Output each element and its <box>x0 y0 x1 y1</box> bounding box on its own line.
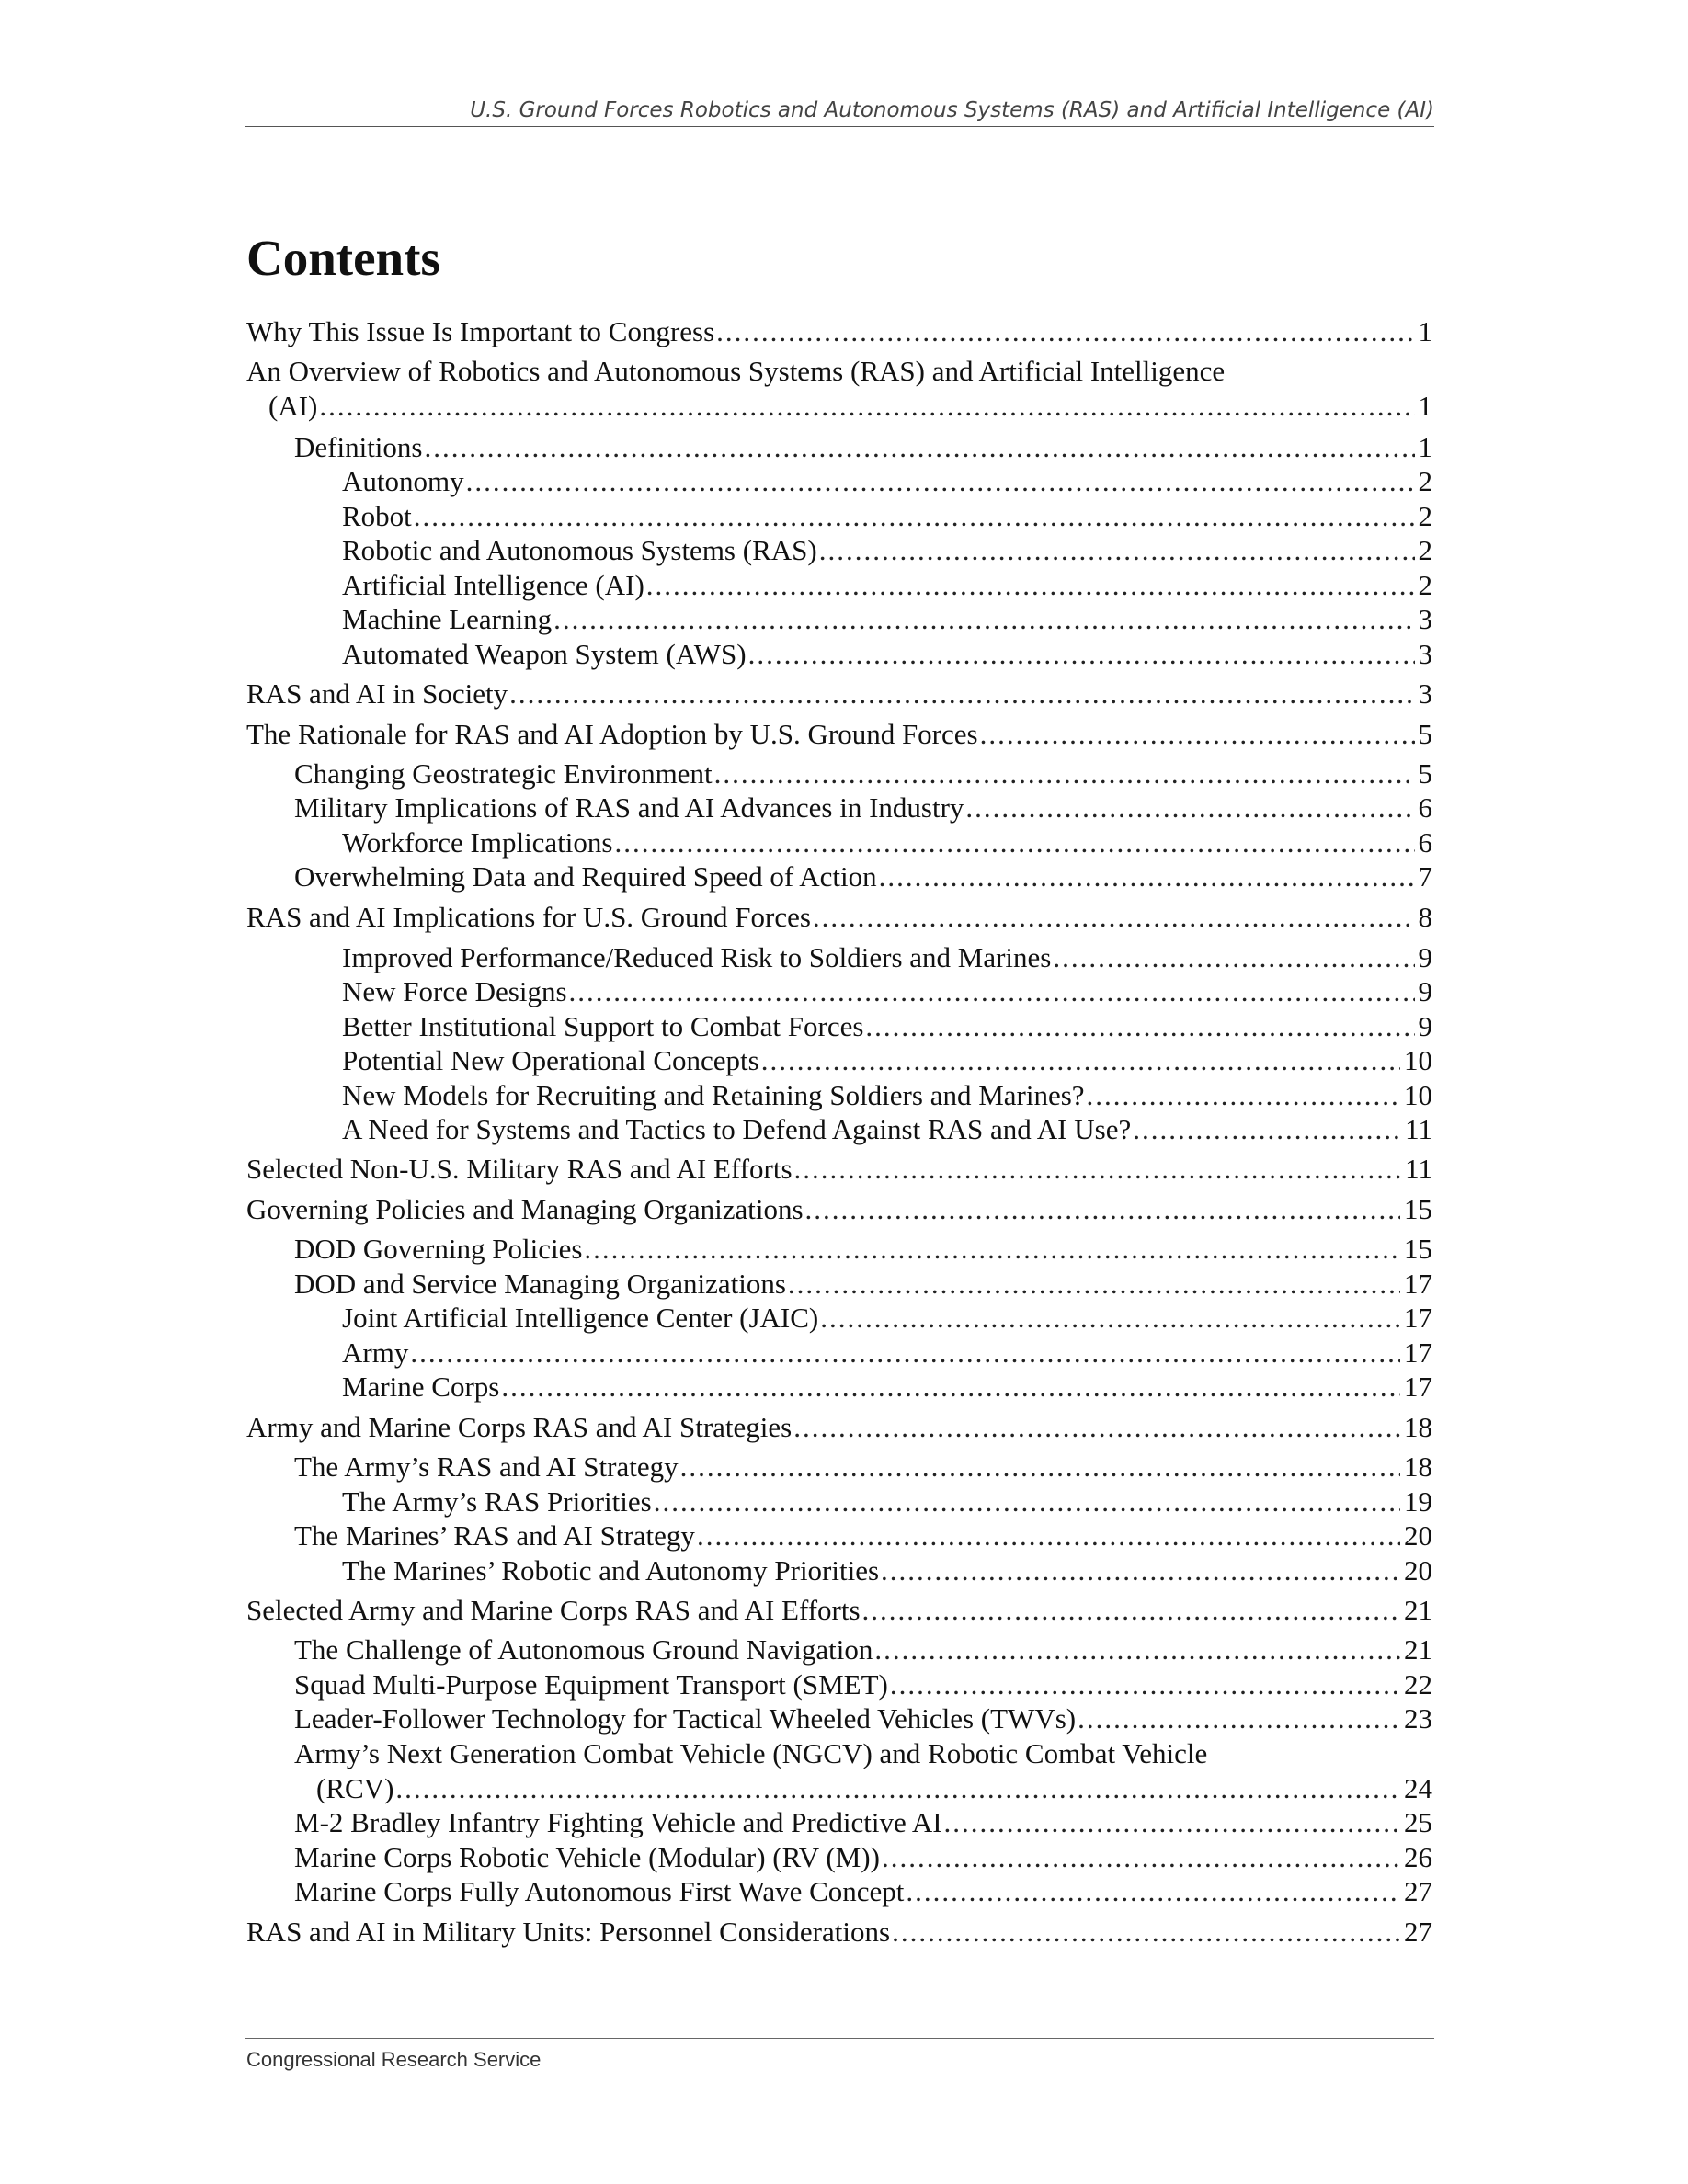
toc-entry[interactable] <box>246 499 1432 534</box>
dot-leader <box>890 1667 1400 1702</box>
toc-entry-title: Automated Weapon System (AWS) <box>342 638 747 670</box>
toc-page-number: 9 <box>1418 1010 1432 1042</box>
toc-entry[interactable] <box>246 1736 1432 1806</box>
toc-page-number: 21 <box>1404 1594 1432 1626</box>
dot-leader <box>965 791 1414 825</box>
toc-entry[interactable] <box>246 1915 1432 1950</box>
toc-entry[interactable] <box>246 900 1432 935</box>
dot-leader <box>794 1152 1402 1187</box>
toc-entry[interactable] <box>246 756 1432 791</box>
toc-entry-title: Army and Marine Corps RAS and AI Strategies <box>246 1411 793 1443</box>
dot-leader <box>654 1484 1400 1519</box>
toc-entry-title: Selected Army and Marine Corps RAS and AI Efforts <box>246 1594 861 1626</box>
toc-page-number: 5 <box>1418 757 1432 790</box>
toc-page-number: 20 <box>1404 1554 1432 1587</box>
toc-entry-title: Governing Policies and Managing Organizations <box>246 1193 804 1225</box>
dot-leader <box>501 1370 1400 1405</box>
toc-entry-title: The Marines’ Robotic and Autonomy Priorities <box>342 1554 880 1587</box>
dot-leader <box>892 1915 1400 1950</box>
toc-entry-title: Robot <box>342 500 412 532</box>
dot-leader <box>813 900 1415 935</box>
toc-entry-title: Definitions <box>294 431 423 463</box>
toc-page-number: 2 <box>1418 569 1432 601</box>
toc-entry[interactable] <box>246 1232 1432 1267</box>
toc-page-number: 18 <box>1404 1411 1432 1443</box>
toc-entry[interactable] <box>246 1632 1432 1667</box>
toc-entry[interactable] <box>246 1267 1432 1302</box>
toc-page-number: 1 <box>1418 431 1432 463</box>
toc-entry[interactable] <box>246 1874 1432 1909</box>
dot-leader <box>980 717 1415 752</box>
toc-page-number: 18 <box>1404 1450 1432 1483</box>
toc-page-number: 19 <box>1404 1485 1432 1518</box>
toc-entry-title: Military Implications of RAS and AI Advances in Industry <box>294 791 964 824</box>
toc-entry-title: Marine Corps Robotic Vehicle (Modular) (RV (M)) <box>294 1841 880 1873</box>
toc-entry[interactable] <box>246 1336 1432 1371</box>
toc-page-number: 9 <box>1418 941 1432 973</box>
toc-entry-title: A Need for Systems and Tactics to Defend Against RAS and AI Use? <box>342 1113 1132 1145</box>
toc-page-number: 27 <box>1404 1916 1432 1948</box>
dot-leader <box>944 1805 1400 1840</box>
toc-page-number: 8 <box>1418 901 1432 933</box>
toc-entry[interactable] <box>246 1805 1432 1840</box>
toc-page-number: 25 <box>1404 1806 1432 1838</box>
toc-page-number: 11 <box>1405 1113 1432 1145</box>
toc-entry[interactable] <box>246 940 1432 975</box>
toc-entry-title: Workforce Implications <box>342 826 613 859</box>
toc-entry[interactable] <box>246 533 1432 568</box>
toc-page-number: 27 <box>1404 1875 1432 1907</box>
toc-entry-title: Robotic and Autonomous Systems (RAS) <box>342 534 817 566</box>
dot-leader <box>466 464 1415 499</box>
toc-entry-title: Overwhelming Data and Required Speed of Action <box>294 860 877 893</box>
toc-entry-title: The Marines’ RAS and AI Strategy <box>294 1519 695 1552</box>
dot-leader <box>646 568 1415 603</box>
dot-leader <box>862 1593 1400 1628</box>
dot-leader <box>319 389 1414 424</box>
toc-entry[interactable] <box>246 677 1432 711</box>
toc-page-number: 11 <box>1405 1153 1432 1185</box>
toc-entry-title-continuation: (RCV) <box>316 1772 394 1804</box>
toc-page-number: 21 <box>1404 1633 1432 1666</box>
toc-entry[interactable] <box>246 464 1432 499</box>
dot-leader <box>793 1410 1400 1445</box>
toc-entry[interactable] <box>246 1701 1432 1736</box>
toc-entry[interactable] <box>246 1553 1432 1588</box>
dot-leader <box>425 430 1415 465</box>
toc-page-number: 10 <box>1404 1079 1432 1111</box>
toc-entry[interactable] <box>246 859 1432 894</box>
toc-entry[interactable] <box>246 1840 1432 1875</box>
running-header: U.S. Ground Forces Robotics and Autonomous Systems (RAS) and Artificial Intelligence (AI) <box>470 98 1434 122</box>
toc-entry-title: An Overview of Robotics and Autonomous Systems (RAS) and Artificial Intelligence <box>246 355 1226 387</box>
toc-entry-title: Army <box>342 1337 409 1369</box>
dot-leader <box>906 1874 1400 1909</box>
toc-entry[interactable] <box>246 974 1432 1009</box>
toc-entry[interactable] <box>246 1519 1432 1553</box>
dot-leader <box>874 1632 1400 1667</box>
toc-entry-title: The Army’s RAS and AI Strategy <box>294 1450 679 1483</box>
toc-entry[interactable] <box>246 1043 1432 1078</box>
toc-entry-title: The Challenge of Autonomous Ground Navigation <box>294 1633 873 1666</box>
dot-leader <box>788 1267 1400 1302</box>
dot-leader <box>569 974 1415 1009</box>
header-rule <box>245 126 1434 127</box>
toc-entry-title: RAS and AI in Society <box>246 677 508 710</box>
toc-entry-title: Artificial Intelligence (AI) <box>342 569 644 601</box>
toc-page-number: 20 <box>1404 1519 1432 1552</box>
toc-entry-title: Machine Learning <box>342 603 553 635</box>
dot-leader <box>584 1232 1400 1267</box>
toc-entry-title: DOD Governing Policies <box>294 1233 583 1265</box>
toc-entry-title: Squad Multi-Purpose Equipment Transport (SMET) <box>294 1668 888 1701</box>
dot-leader <box>1053 940 1414 975</box>
dot-leader <box>395 1771 1400 1806</box>
footer-text: Congressional Research Service <box>246 2048 542 2071</box>
toc-entry-title: M-2 Bradley Infantry Fighting Vehicle and Predictive AI <box>294 1806 942 1838</box>
toc-entry-title: RAS and AI in Military Units: Personnel Considerations <box>246 1916 891 1948</box>
toc-entry-title: New Models for Recruiting and Retaining Soldiers and Marines? <box>342 1079 1085 1111</box>
toc-page-number: 3 <box>1418 638 1432 670</box>
page-title: Contents <box>246 230 440 286</box>
dot-leader <box>414 499 1415 534</box>
toc-entry[interactable] <box>246 602 1432 637</box>
toc-page-number: 2 <box>1418 500 1432 532</box>
toc-page-number: 10 <box>1404 1044 1432 1076</box>
toc-entry-title: Leader-Follower Technology for Tactical Wheeled Vehicles (TWVs) <box>294 1702 1077 1735</box>
toc-entry[interactable] <box>246 1152 1432 1187</box>
toc-entry[interactable] <box>246 717 1432 752</box>
dot-leader <box>410 1336 1400 1371</box>
toc-entry[interactable] <box>246 637 1432 672</box>
toc-entry-title: Potential New Operational Concepts <box>342 1044 759 1076</box>
dot-leader <box>553 602 1414 637</box>
toc-page-number: 17 <box>1404 1268 1432 1300</box>
toc-page-number: 1 <box>1418 390 1432 422</box>
toc-entry-title: The Army’s RAS Priorities <box>342 1485 652 1518</box>
toc-entry-title: New Force Designs <box>342 975 567 1007</box>
toc-entry[interactable] <box>246 791 1432 825</box>
dot-leader <box>697 1519 1400 1553</box>
toc-page-number: 1 <box>1418 315 1432 347</box>
toc-entry[interactable] <box>246 1593 1432 1628</box>
dot-leader <box>1133 1112 1401 1147</box>
dot-leader <box>865 1009 1414 1044</box>
toc-entry[interactable] <box>246 1009 1432 1044</box>
toc-page-number: 2 <box>1418 534 1432 566</box>
toc-entry-title-continuation: (AI) <box>268 390 318 422</box>
toc-page-number: 26 <box>1404 1841 1432 1873</box>
toc-entry-title: Why This Issue Is Important to Congress <box>246 315 715 347</box>
dot-leader <box>509 677 1414 711</box>
footer-rule <box>245 2038 1434 2039</box>
toc-entry[interactable] <box>246 825 1432 860</box>
toc-page-number: 3 <box>1418 677 1432 710</box>
dot-leader <box>820 1301 1400 1336</box>
dot-leader <box>761 1043 1400 1078</box>
toc-page-number: 2 <box>1418 465 1432 497</box>
toc-entry-title: Changing Geostrategic Environment <box>294 757 713 790</box>
dot-leader <box>819 533 1415 568</box>
toc-entry-title: The Rationale for RAS and AI Adoption by U.S. Ground Forces <box>246 718 978 750</box>
toc-page-number: 15 <box>1404 1233 1432 1265</box>
toc-entry-title: Marine Corps Fully Autonomous First Wave Concept <box>294 1875 905 1907</box>
toc-entry[interactable] <box>246 1112 1432 1147</box>
dot-leader <box>1087 1078 1400 1113</box>
toc-page-number: 22 <box>1404 1668 1432 1701</box>
toc-page-number: 6 <box>1418 791 1432 824</box>
toc-page-number: 9 <box>1418 975 1432 1007</box>
toc-entry[interactable] <box>246 314 1432 349</box>
toc-entry-title: DOD and Service Managing Organizations <box>294 1268 786 1300</box>
toc-entry[interactable] <box>246 1370 1432 1405</box>
toc-page-number: 17 <box>1404 1371 1432 1403</box>
toc-page-number: 6 <box>1418 826 1432 859</box>
dot-leader <box>615 825 1415 860</box>
dot-leader <box>716 314 1414 349</box>
dot-leader <box>680 1450 1400 1484</box>
toc-page-number: 3 <box>1418 603 1432 635</box>
toc-entry-title: Selected Non-U.S. Military RAS and AI Efforts <box>246 1153 793 1185</box>
dot-leader <box>714 756 1415 791</box>
toc-entry-title: Improved Performance/Reduced Risk to Soldiers and Marines <box>342 941 1052 973</box>
toc-entry-title: Joint Artificial Intelligence Center (JAIC) <box>342 1302 819 1334</box>
toc-entry[interactable] <box>246 354 1432 424</box>
toc-entry[interactable] <box>246 1484 1432 1519</box>
toc-entry-title: Better Institutional Support to Combat Forces <box>342 1010 864 1042</box>
toc-entry-title: Autonomy <box>342 465 464 497</box>
toc-entry-title: RAS and AI Implications for U.S. Ground Forces <box>246 901 811 933</box>
toc-entry[interactable] <box>246 1078 1432 1113</box>
toc-entry[interactable] <box>246 1301 1432 1336</box>
dot-leader <box>1078 1701 1400 1736</box>
toc-entry[interactable] <box>246 1450 1432 1484</box>
toc-page-number: 5 <box>1418 718 1432 750</box>
dot-leader <box>882 1840 1400 1875</box>
toc-entry[interactable] <box>246 1192 1432 1227</box>
dot-leader <box>881 1553 1400 1588</box>
dot-leader <box>879 859 1415 894</box>
toc-entry[interactable] <box>246 568 1432 603</box>
toc-entry-title: Marine Corps <box>342 1371 500 1403</box>
dot-leader <box>805 1192 1400 1227</box>
toc-entry[interactable] <box>246 430 1432 465</box>
toc-entry[interactable] <box>246 1667 1432 1702</box>
toc-entry[interactable] <box>246 1410 1432 1445</box>
toc-page-number: 17 <box>1404 1337 1432 1369</box>
toc-page-number: 7 <box>1418 860 1432 893</box>
toc-page-number: 23 <box>1404 1702 1432 1735</box>
toc-page-number: 17 <box>1404 1302 1432 1334</box>
toc-page-number: 15 <box>1404 1193 1432 1225</box>
dot-leader <box>748 637 1415 672</box>
toc-page-number: 24 <box>1404 1772 1432 1804</box>
toc-entry-title: Army’s Next Generation Combat Vehicle (NGCV) and Robotic Combat Vehicle <box>294 1737 1208 1769</box>
